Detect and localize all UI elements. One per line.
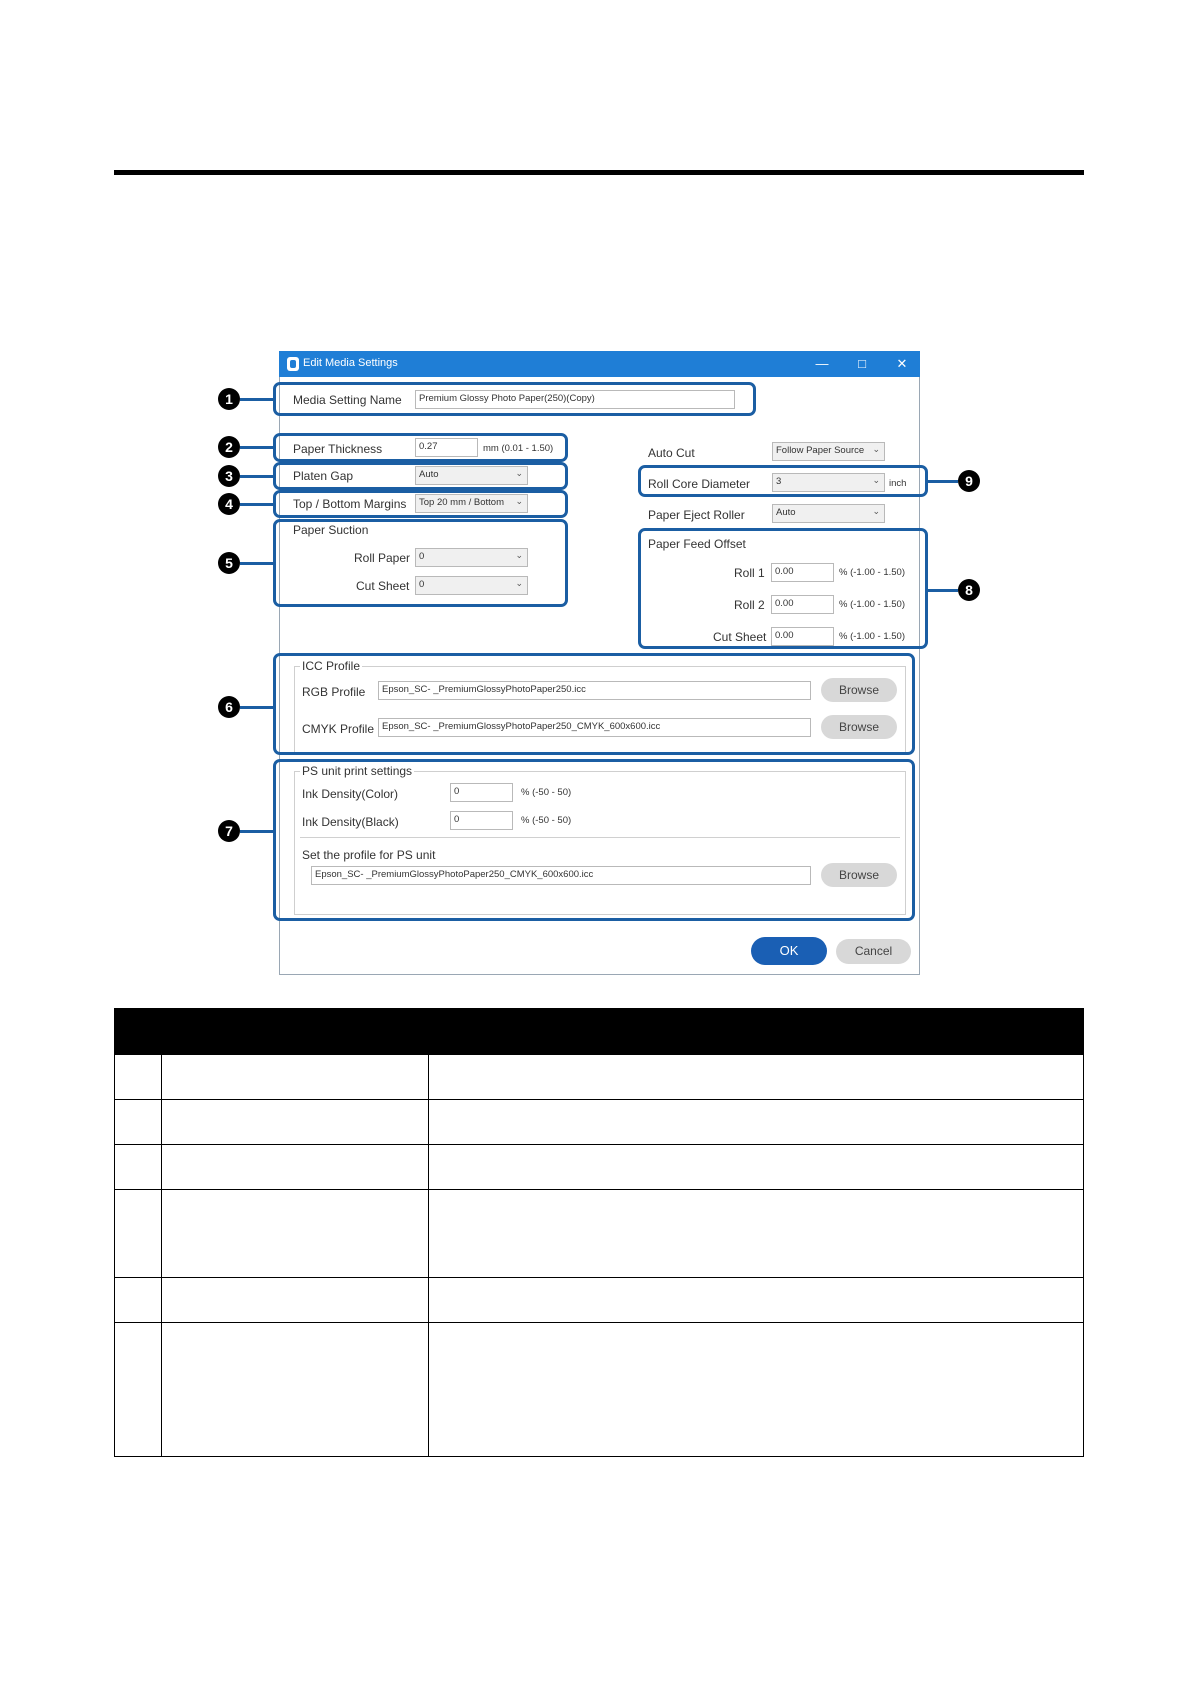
rgb-browse-button[interactable]: Browse [821, 678, 897, 702]
ink-density-black-range: % (-50 - 50) [521, 815, 572, 826]
table-cell [115, 1055, 162, 1100]
roll-core-diameter-label: Roll Core Diameter [648, 477, 751, 491]
roll-paper-label: Roll Paper [354, 551, 411, 565]
callout-7: 7 [218, 820, 240, 842]
table-cell [429, 1055, 1084, 1100]
table-cell [429, 1100, 1084, 1145]
cut-sheet-offset-input[interactable]: 0.00 [771, 627, 834, 646]
ps-unit-label: PS unit print settings [302, 764, 413, 778]
ps-browse-button[interactable]: Browse [821, 863, 897, 887]
callout-4: 4 [218, 493, 240, 515]
roll2-label: Roll 2 [734, 598, 765, 612]
maximize-icon[interactable]: □ [858, 356, 866, 371]
chevron-down-icon: ⌄ [872, 506, 880, 516]
table-header-cell [115, 1009, 162, 1055]
highlight-5 [273, 519, 568, 607]
highlight-9 [638, 465, 928, 497]
description-table [114, 1008, 1084, 1457]
paper-eject-roller-value: Auto [776, 507, 796, 518]
minimize-icon[interactable]: — [815, 356, 829, 371]
table-cell [115, 1190, 162, 1278]
callout-3: 3 [218, 465, 240, 487]
connector-8 [928, 589, 958, 592]
table-cell [162, 1145, 429, 1190]
connector-3 [240, 475, 273, 478]
table-row [115, 1278, 1084, 1323]
table-row [115, 1323, 1084, 1457]
paper-thickness-label: Paper Thickness [293, 442, 383, 456]
cut-sheet-offset-range: % (-1.00 - 1.50) [839, 631, 905, 642]
roll1-label: Roll 1 [734, 566, 765, 580]
roll-core-diameter-unit: inch [889, 478, 907, 489]
ink-density-black-label: Ink Density(Black) [302, 815, 399, 829]
ink-density-color-range: % (-50 - 50) [521, 787, 572, 798]
table-cell [429, 1190, 1084, 1278]
table-cell [115, 1278, 162, 1323]
roll2-offset-input[interactable]: 0.00 [771, 595, 834, 614]
cmyk-profile-input[interactable]: Epson_SC- _PremiumGlossyPhotoPaper250_CMYK_600x600.icc [378, 718, 811, 737]
chevron-down-icon: ⌄ [515, 550, 523, 560]
app-icon [287, 357, 299, 371]
paper-thickness-input[interactable]: 0.27 [415, 438, 478, 457]
highlight-1 [273, 382, 756, 416]
ps-profile-label: Set the profile for PS unit [302, 848, 436, 862]
ink-density-color-input[interactable]: 0 [450, 783, 513, 802]
table-cell [162, 1100, 429, 1145]
cmyk-profile-label: CMYK Profile [302, 722, 375, 736]
ink-density-color-label: Ink Density(Color) [302, 787, 399, 801]
connector-7 [240, 830, 273, 833]
platen-gap-value: Auto [419, 469, 439, 480]
callout-2: 2 [218, 436, 240, 458]
table-cell [162, 1190, 429, 1278]
table-header-cell [429, 1009, 1084, 1055]
highlight-2 [273, 433, 568, 462]
table-cell [115, 1145, 162, 1190]
highlight-4 [273, 490, 568, 518]
roll2-offset-range: % (-1.00 - 1.50) [839, 599, 905, 610]
top-bottom-margins-label: Top / Bottom Margins [293, 497, 407, 511]
rgb-profile-label: RGB Profile [302, 685, 366, 699]
table-row [115, 1190, 1084, 1278]
callout-1: 1 [218, 388, 240, 410]
table-header-cell [162, 1009, 429, 1055]
table-cell [429, 1323, 1084, 1457]
table-cell [429, 1278, 1084, 1323]
ps-profile-input[interactable]: Epson_SC- _PremiumGlossyPhotoPaper250_CMYK_600x600.icc [311, 866, 811, 885]
connector-6 [240, 706, 273, 709]
highlight-3 [273, 462, 568, 490]
cut-sheet-suction-label: Cut Sheet [356, 579, 410, 593]
callout-5: 5 [218, 552, 240, 574]
callout-8: 8 [958, 579, 980, 601]
platen-gap-label: Platen Gap [293, 469, 354, 483]
dialog-titlebar [279, 351, 920, 377]
callout-6: 6 [218, 696, 240, 718]
roll1-offset-range: % (-1.00 - 1.50) [839, 567, 905, 578]
paper-feed-offset-label: Paper Feed Offset [648, 537, 746, 551]
chevron-down-icon: ⌄ [515, 496, 523, 506]
ok-button[interactable]: OK [751, 937, 827, 965]
icc-profile-label: ICC Profile [302, 659, 361, 673]
connector-5 [240, 562, 273, 565]
connector-9 [928, 480, 958, 483]
table-row [115, 1145, 1084, 1190]
table-row [115, 1100, 1084, 1145]
chevron-down-icon: ⌄ [515, 578, 523, 588]
connector-4 [240, 503, 273, 506]
ink-density-black-input[interactable]: 0 [450, 811, 513, 830]
highlight-6 [273, 653, 915, 755]
connector-1 [240, 398, 273, 401]
paper-thickness-range: mm (0.01 - 1.50) [483, 443, 554, 454]
top-rule [114, 170, 1084, 175]
cut-sheet-suction-value: 0 [419, 579, 425, 590]
roll-core-diameter-value: 3 [776, 476, 782, 487]
table-cell [162, 1323, 429, 1457]
callout-9: 9 [958, 470, 980, 492]
auto-cut-label: Auto Cut [648, 446, 695, 460]
auto-cut-select[interactable] [772, 442, 885, 461]
highlight-8 [638, 528, 928, 649]
chevron-down-icon: ⌄ [872, 444, 880, 454]
table-row [115, 1055, 1084, 1100]
chevron-down-icon: ⌄ [872, 475, 880, 485]
paper-suction-label: Paper Suction [293, 523, 369, 537]
paper-eject-roller-select[interactable] [772, 504, 885, 523]
close-icon[interactable]: ✕ [896, 356, 908, 371]
top-bottom-margins-value: Top 20 mm / Bottom [419, 497, 505, 508]
table-cell [115, 1323, 162, 1457]
media-setting-name-label: Media Setting Name [293, 393, 402, 407]
connector-2 [240, 446, 273, 449]
cancel-button[interactable]: Cancel [836, 939, 911, 964]
auto-cut-value: Follow Paper Source [776, 445, 865, 456]
cut-sheet-offset-label: Cut Sheet [713, 630, 767, 644]
chevron-down-icon: ⌄ [515, 468, 523, 478]
rgb-profile-input[interactable]: Epson_SC- _PremiumGlossyPhotoPaper250.icc [378, 681, 811, 700]
dialog-title: Edit Media Settings [303, 357, 398, 369]
table-cell [162, 1055, 429, 1100]
table-cell [162, 1278, 429, 1323]
media-setting-name-input[interactable]: Premium Glossy Photo Paper(250)(Copy) [415, 390, 735, 409]
table-header-row [115, 1009, 1084, 1055]
table-cell [429, 1145, 1084, 1190]
table-cell [115, 1100, 162, 1145]
paper-eject-roller-label: Paper Eject Roller [648, 508, 745, 522]
cmyk-browse-button[interactable]: Browse [821, 715, 897, 739]
highlight-7 [273, 759, 915, 921]
roll1-offset-input[interactable]: 0.00 [771, 563, 834, 582]
roll-paper-suction-value: 0 [419, 551, 425, 562]
